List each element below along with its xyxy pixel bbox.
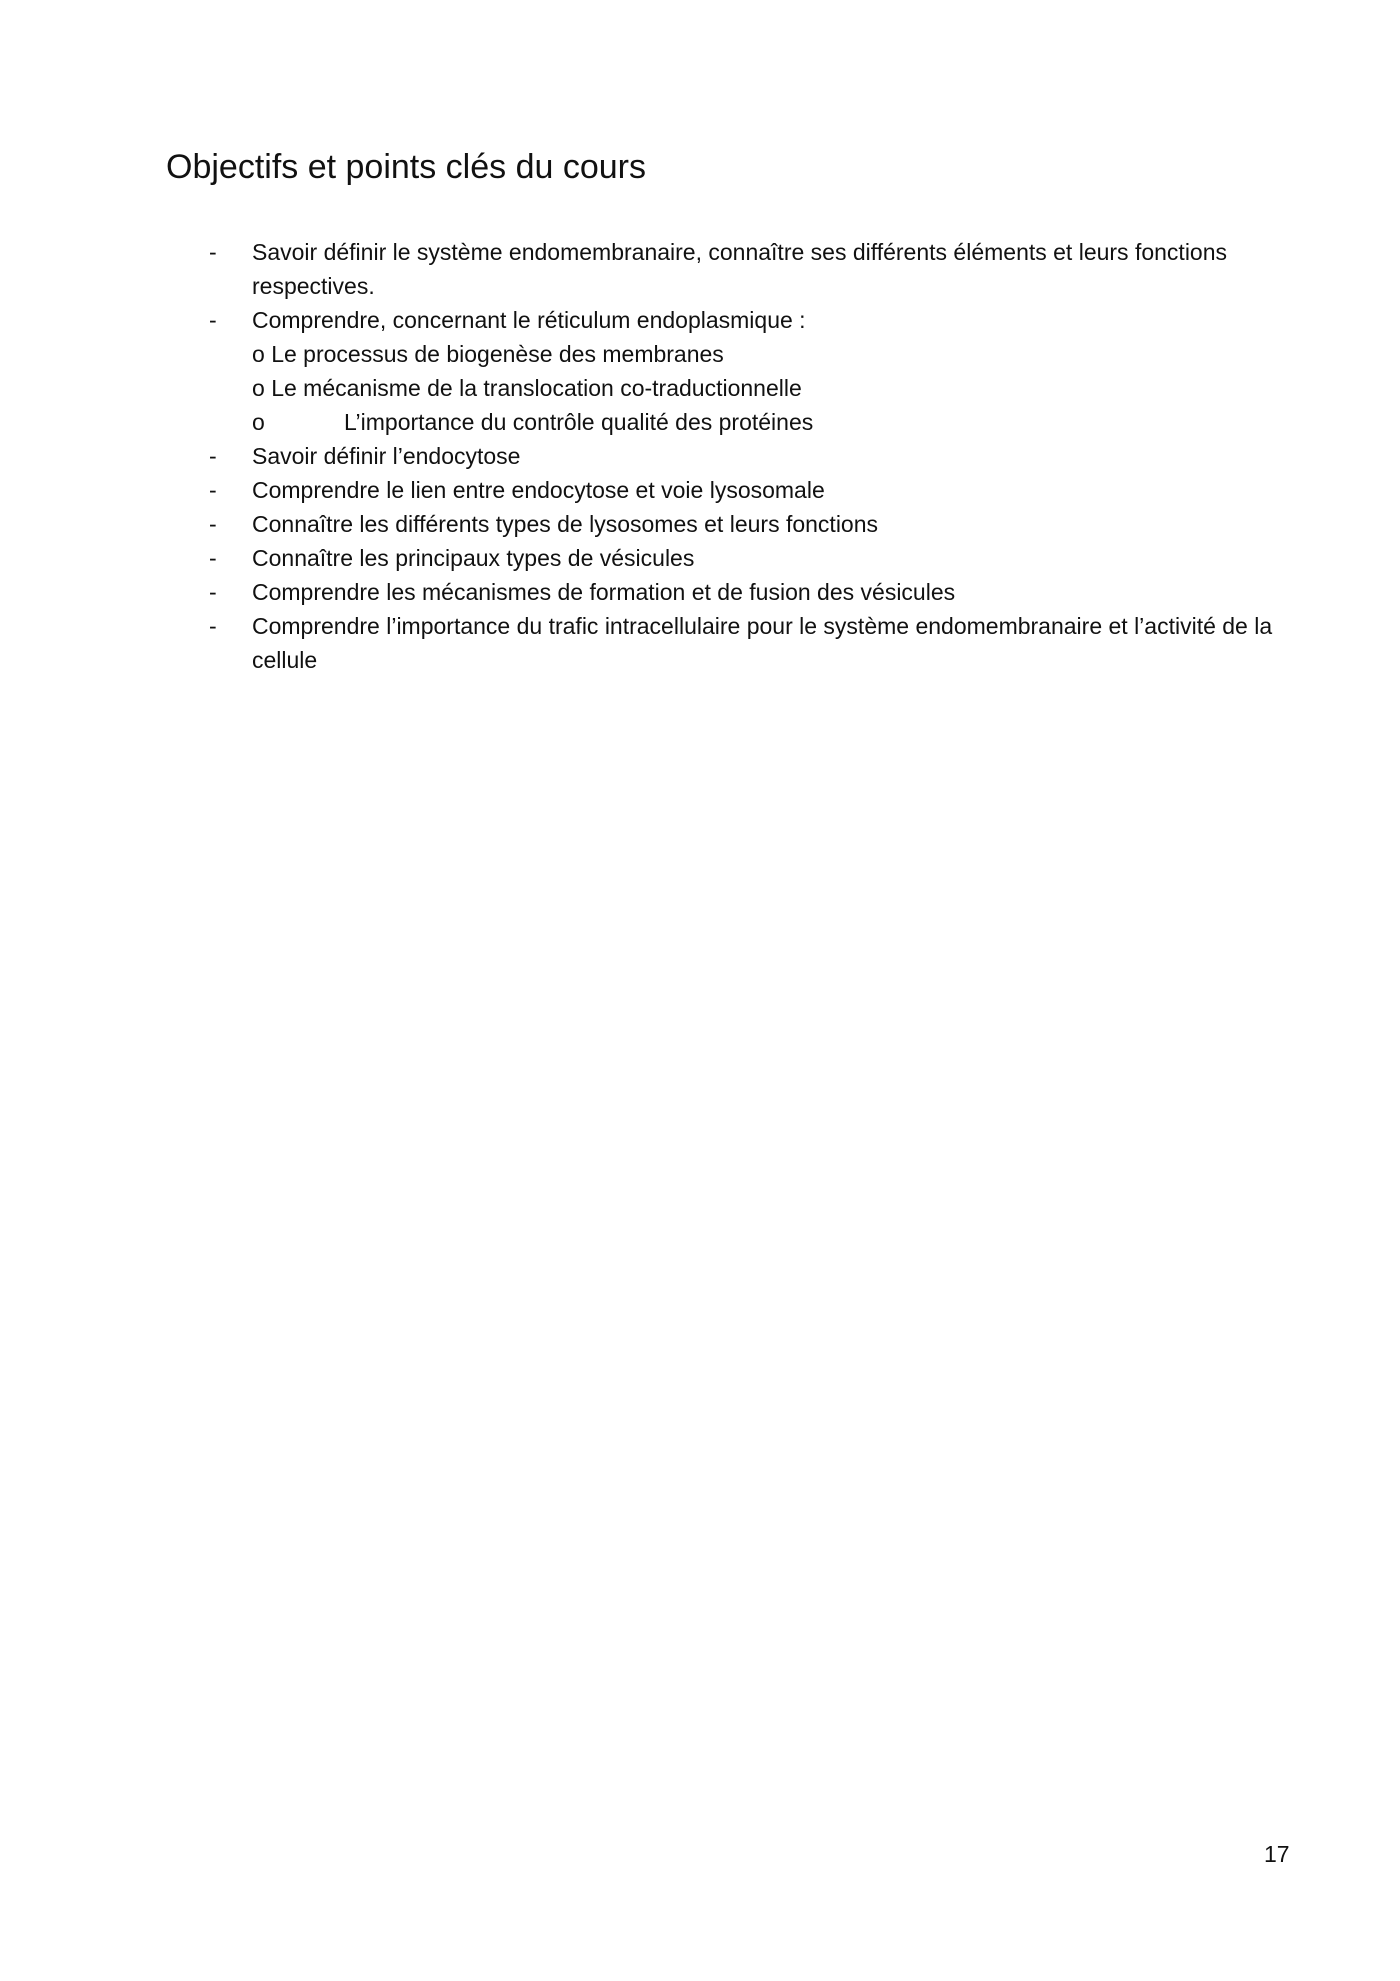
page-number: 17	[1264, 1841, 1290, 1867]
bullet-marker: -	[209, 307, 217, 333]
list-item	[0, 609, 1302, 677]
list-item-text: Comprendre le lien entre endocytose et voie lysosomale	[252, 477, 825, 503]
sub-bullet-marker: o	[252, 409, 265, 435]
list-item	[0, 507, 1302, 541]
sub-list-item-text: L’importance du contrôle qualité des protéines	[344, 409, 814, 435]
sub-list	[252, 337, 1302, 439]
list-item	[0, 575, 1302, 609]
bullet-marker: -	[209, 239, 217, 265]
list-item	[0, 303, 1302, 439]
list-item-text: Comprendre l’importance du trafic intracellulaire pour le système endomembranaire et l’activité de la cellule	[252, 613, 1273, 673]
page-title: Objectifs et points clés du cours	[166, 148, 647, 186]
list-item-text: Connaître les différents types de lysosomes et leurs fonctions	[252, 511, 879, 537]
bullet-marker: -	[209, 613, 217, 639]
list-item-text: Comprendre, concernant le réticulum endoplasmique :	[252, 307, 806, 333]
bullet-marker: -	[209, 545, 217, 571]
list-item-text: Comprendre les mécanismes de formation et de fusion des vésicules	[252, 579, 956, 605]
list-item	[0, 541, 1302, 575]
bullet-marker: -	[209, 511, 217, 537]
list-item-text: Savoir définir le système endomembranaire, connaître ses différents éléments et leurs fonctions respectives.	[252, 239, 1228, 299]
sub-list-item	[252, 337, 1302, 371]
list-item	[0, 473, 1302, 507]
list-item-text: Savoir définir l’endocytose	[252, 443, 521, 469]
bullet-marker: -	[209, 579, 217, 605]
sub-list-item-text: Le mécanisme de la translocation co-traductionnelle	[271, 375, 802, 401]
list-item	[0, 235, 1302, 303]
sub-bullet-marker: o	[252, 341, 265, 367]
list-item	[0, 439, 1302, 473]
sub-bullet-marker: o	[252, 375, 265, 401]
objectives-list	[0, 235, 1400, 677]
sub-list-item	[252, 371, 1302, 405]
sub-list-item-text: Le processus de biogenèse des membranes	[271, 341, 724, 367]
bullet-marker: -	[209, 477, 217, 503]
list-item-text: Connaître les principaux types de vésicules	[252, 545, 695, 571]
sub-list-item	[252, 405, 1302, 439]
bullet-marker: -	[209, 443, 217, 469]
